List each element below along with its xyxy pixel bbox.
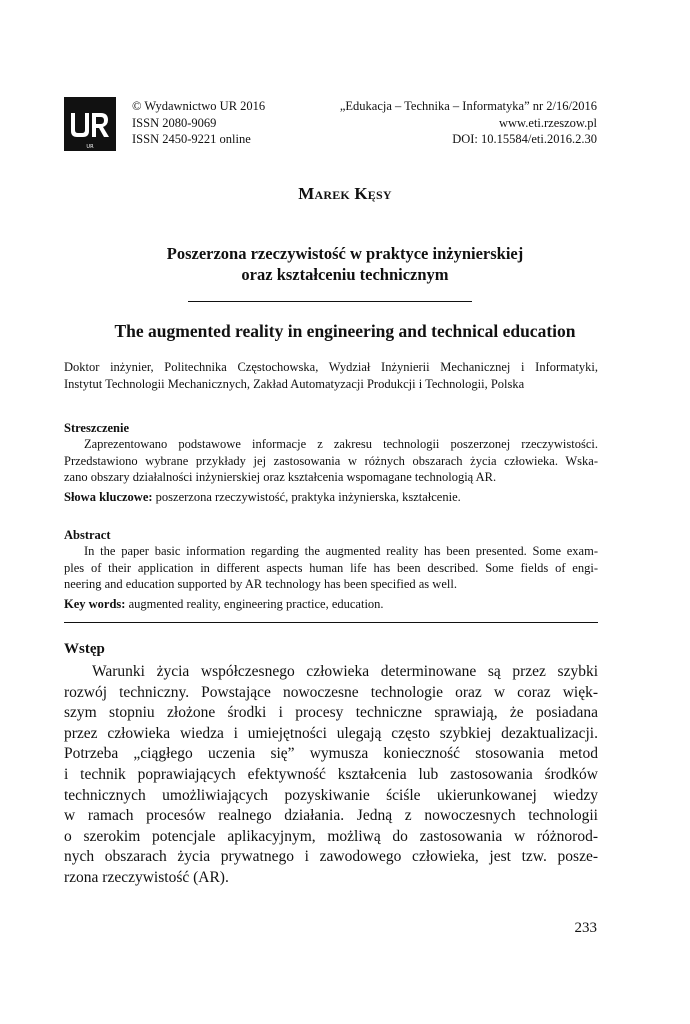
body-line: Warunki życia współczesnego człowieka determinowane są przez szybki (92, 663, 598, 680)
header-copyright: © Wydawnictwo UR 2016 (132, 99, 266, 113)
slowa-kluczowe-text: poszerzona rzeczywistość, praktyka inżynierska, kształcenie. (155, 490, 461, 505)
key-words (64, 596, 598, 612)
logo-text: UR (86, 144, 94, 150)
body-line: rozwój techniczny. Powstające nowoczesne technologie oraz w coraz więk- (64, 683, 598, 701)
streszczenie-section (64, 420, 598, 505)
streszczenie-line: zano obszary działalności inżynierskiej oraz kształcenia wspomagane technologią AR. (64, 469, 497, 484)
slowa-kluczowe-label: Słowa kluczowe: (64, 490, 153, 505)
body-line: i technik poprawiających efektywność kształcenia lub zastosowania środków (64, 765, 598, 783)
streszczenie-line: Zaprezentowano podstawowe informacje z zakresu technologii poszerzonej rzeczywistości. (84, 437, 598, 452)
header-issn-online: ISSN 2450-9221 online (132, 132, 251, 146)
title-polish (60, 243, 630, 285)
abstract-line: ples of their application in different aspects human life has been described. Some fields of engi- (64, 560, 598, 575)
title-english: The augmented reality in engineering and technical education (114, 321, 576, 341)
header-website: www.eti.rzeszow.pl (499, 115, 597, 130)
key-words-label: Key words: (64, 597, 126, 612)
page-number: 233 (574, 920, 597, 936)
streszczenie-line: Przedstawiono wybrane przykłady jej zastosowania w różnych obszarach życia człowieka. Wska- (64, 453, 598, 468)
body-line: przez człowieka wiedza i umiejętności ulegają często szybkiej dezaktualizacji. (64, 724, 598, 742)
header-issn: ISSN 2080-9069 (132, 115, 217, 130)
abstract-line: In the paper basic information regarding the augmented reality has been presented. Some exam- (84, 544, 598, 559)
title-divider (188, 301, 472, 302)
slowa-kluczowe (64, 489, 598, 505)
publisher-logo (64, 97, 116, 151)
affiliation-line: Instytut Technologii Mechanicznych, Zakład Automatyzacji Produkcji i Technologii, Polska (64, 376, 525, 391)
body-line: nych obszarach życia prywatnego i zawodowego człowieka, jest tzw. posze- (64, 848, 598, 866)
header-left (132, 98, 265, 148)
affiliation (64, 359, 598, 392)
body-line: technicznych umożliwiających pozyskiwanie ściśle ukierunkowanej wiedzy (64, 786, 598, 804)
streszczenie-heading: Streszczenie (64, 421, 130, 435)
author-name: Marek Kęsy (298, 184, 392, 203)
abstract-section (64, 527, 598, 612)
key-words-text: augmented reality, engineering practice, education. (128, 597, 384, 612)
body-line: Potrzeba „ciągłego uczenia się” wymusza konieczność stosowania metod (64, 745, 598, 763)
abstract-line: neering and education supported by AR technology has been specified as well. (64, 576, 457, 591)
section-divider (64, 622, 598, 623)
header-doi: DOI: 10.15584/eti.2016.2.30 (452, 132, 597, 146)
affiliation-line: Doktor inżynier, Politechnika Częstochowska, Wydział Inżynierii Mechanicznej i Informatyki, (64, 360, 598, 374)
title-polish-line: Poszerzona rzeczywistość w praktyce inżynierskiej (166, 244, 524, 263)
wstep-body (64, 662, 598, 889)
header-journal: „Edukacja – Technika – Informatyka” nr 2/16/2016 (339, 99, 597, 113)
body-line: szym stopniu złożone środki i procesy techniczne sprawiają, że posiadana (64, 704, 598, 722)
header-right (340, 98, 597, 148)
body-line: o szerokim potencjale aplikacyjnym, możliwą do zastosowania w różnorod- (64, 827, 598, 845)
title-polish-line: oraz kształceniu technicznym (241, 265, 449, 284)
abstract-heading: Abstract (64, 528, 111, 542)
wstep-heading: Wstęp (64, 641, 105, 657)
body-line: w ramach procesów realnego działania. Jedną z nowoczesnych technologii (64, 807, 598, 825)
body-line: rzona rzeczywistość (AR). (64, 868, 229, 886)
